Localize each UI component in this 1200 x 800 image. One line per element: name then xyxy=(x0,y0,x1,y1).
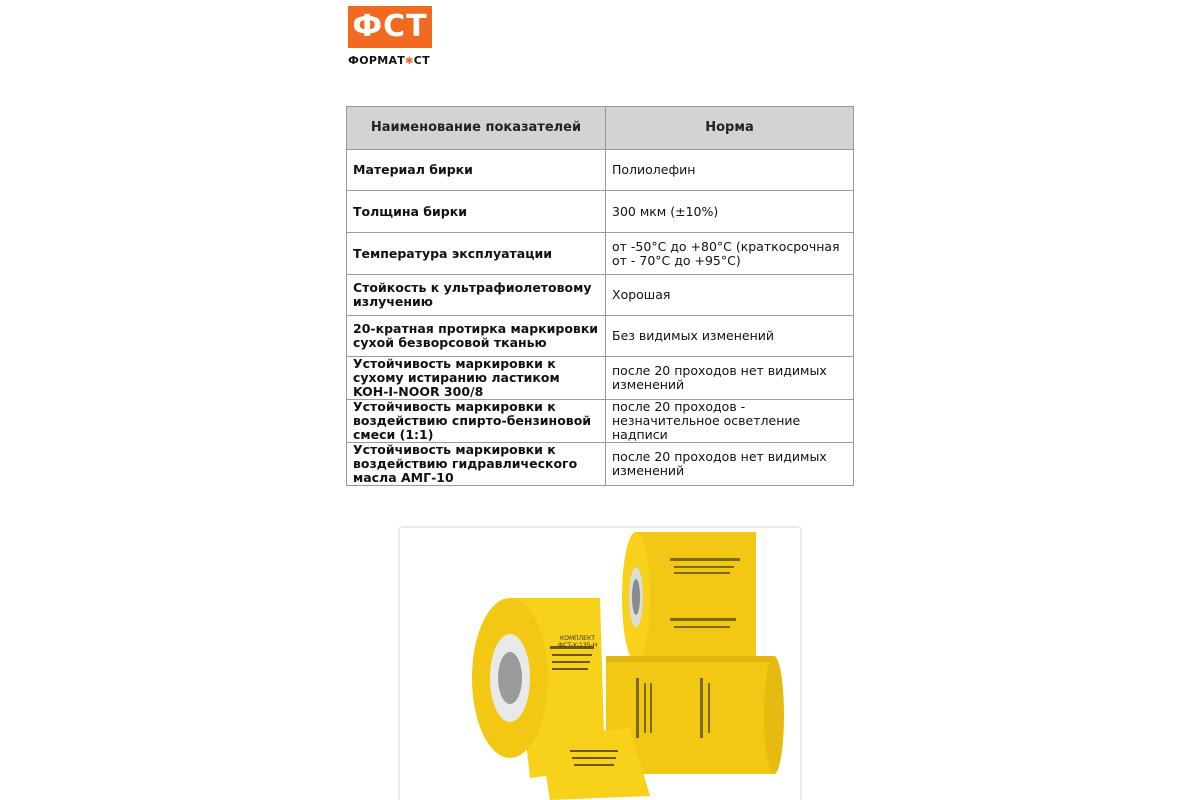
parameter-name: Стойкость к ультрафиолетовому излучению xyxy=(347,275,606,316)
parameter-value: 300 мкм (±10%) xyxy=(606,191,854,233)
parameter-value: Без видимых изменений xyxy=(606,316,854,357)
table-row xyxy=(347,316,854,357)
logo-wordmark xyxy=(348,54,430,67)
parameter-name: Устойчивость маркировки к сухому истиранию ластиком KOH-I-NOOR 300/8 xyxy=(347,357,606,400)
table-row xyxy=(347,191,854,233)
parameter-name: Толщина бирки xyxy=(347,191,606,233)
table-row xyxy=(347,150,854,191)
brand-logo xyxy=(348,6,440,66)
table-row xyxy=(347,443,854,486)
specification-table xyxy=(346,106,854,486)
table-row xyxy=(347,233,854,275)
table-row xyxy=(347,275,854,316)
logo-wordmark-right: СТ xyxy=(413,54,430,67)
parameter-name: Устойчивость маркировки к воздействию спирто-бензиновой смеси (1:1) xyxy=(347,400,606,443)
parameter-name: Материал бирки xyxy=(347,150,606,191)
parameter-value: после 20 проходов - незначительное осветление надписи xyxy=(606,400,854,443)
tag-label-line1: КОМПЛЕКТ xyxy=(560,635,595,642)
parameter-value: Хорошая xyxy=(606,275,854,316)
parameter-value: после 20 проходов нет видимых изменений xyxy=(606,357,854,400)
product-photo xyxy=(400,528,800,800)
parameter-name: 20-кратная протирка маркировки сухой безворсовой тканью xyxy=(347,316,606,357)
parameter-value: от -50°C до +80°C (краткосрочная от - 70°C до +95°C) xyxy=(606,233,854,275)
parameter-value: Полиолефин xyxy=(606,150,854,191)
roll-upright xyxy=(622,532,756,662)
parameter-name: Устойчивость маркировки к воздействию гидравлического масла АМГ-10 xyxy=(347,443,606,486)
table-row xyxy=(347,357,854,400)
tag-label-line2: ФСТ-У-135-Н xyxy=(558,642,598,649)
parameter-value: после 20 проходов нет видимых изменений xyxy=(606,443,854,486)
header-norm: Норма xyxy=(606,107,854,150)
parameter-name: Температура эксплуатации xyxy=(347,233,606,275)
table-header-row xyxy=(347,107,854,150)
tag-rolls-illustration xyxy=(400,528,800,800)
logo-wordmark-left: ФОРМАТ xyxy=(348,54,406,67)
star-icon: ✱ xyxy=(405,56,414,67)
header-parameter: Наименование показателей xyxy=(347,107,606,150)
logo-mark: ФСТ xyxy=(348,6,432,48)
table-row xyxy=(347,400,854,443)
